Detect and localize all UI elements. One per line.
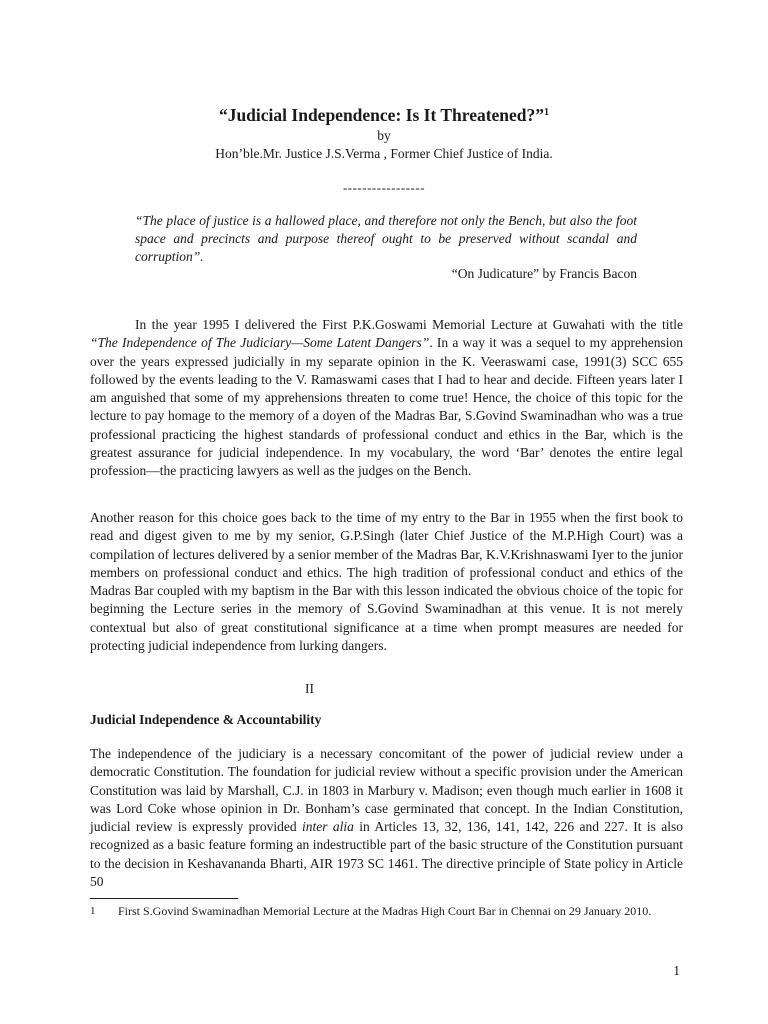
title-footnote-mark[interactable]: 1 [544,107,550,118]
paragraph-3-text-b: in Articles 13, 32, 136, 141, 142, 226 and 227. It is also recognized as a basic feature forming an indestructible part of the basic structure of the Constitution pursuant to the decision in Keshavananda Bharti, AIR 1973 SC 1461. The directive principle of State policy in Article 50 [90,819,684,889]
epigraph-attribution: “On Judicature” by Francis Bacon [451,266,637,281]
header-divider: ----------------- [342,180,426,195]
paragraph-2: Another reason for this choice goes back to the time of my entry to the Bar in 1955 when the first book to read and digest given to me by my senior, G.P.Singh (later Chief Justice of the M.P.High Court) was a compilation of lectures delivered by a senior member of the Madras Bar, K.V.Krishnaswami Iyer to the junior members on professional conduct and ethics. The high tradition of professional conduct and ethics of the Madras Bar coupled with my baptism in the Bar with this lesson indicated the obvious choice of the topic for beginning the Lecture series in the memory of S.Govind Swaminadhan at this venue. It is not merely contextual but also of great constitutional significance at a time when prompt measures are needed for protecting judicial independence from lurking dangers. [90,510,683,653]
paragraph-1 [90,316,683,480]
paragraph-3 [90,745,683,891]
byline-by: by [377,128,391,143]
title-text: “Judicial Independence: Is It Threatened?” [218,105,545,125]
paragraph-3-text-a: The independence of the judiciary is a necessary concomitant of the power of judicial review under a democratic Constitution. The foundation for judicial review without a specific provision under the American Constitution was laid by Marshall, C.J. in 1803 in Marbury v. Madison; even though much earlier in 1608 it was Lord Coke whose opinion in Dr. Bonham’s case germinated that concept. In the Indian Constitution, judicial review is expressly provided [90,746,683,834]
paragraph-1-text-b: . In a way it was a sequel to my apprehension over the years expressed judicially in my separate opinion in the K. Veeraswami case, 1991(3) SCC 655 followed by the events leading to the V. Ramaswami cases that I had to hear and decide. Fifteen years later I am anguished that some of my apprehensions threaten to come true! Hence, the choice of this topic for the lecture to pay homage to the memory of a doyen of the Madras Bar, S.Govind Swaminadhan who was a true professional practicing the highest standards of professional conduct and ethics in the Bar, which is the greatest assurance for judicial independence. In my vocabulary, the word ‘Bar’ denotes the entire legal profession—the practicing lawyers as well as the judges on the Bench. [90,335,684,478]
document-title [0,104,768,126]
footnote-mark: 1 [90,905,96,917]
section-number: II [305,681,314,696]
lecture-title-italic: “The Independence of The Judiciary—Some Latent Dangers” [90,335,430,351]
author-line: Hon’ble.Mr. Justice J.S.Verma , Former Chief Justice of India. [215,146,553,161]
footnote-text: First S.Govind Swaminadhan Memorial Lecture at the Madras High Court Bar in Chennai on 29 January 2010. [118,904,652,918]
page-number: 1 [673,963,680,978]
epigraph-quote: “The place of justice is a hallowed place, and therefore not only the Bench, but also the foot space and precincts and purpose thereof ought to be preserved without scandal and corruption”. [135,213,637,264]
paragraph-1-text-a: In the year 1995 I delivered the First P.K.Goswami Memorial Lecture at Guwahati with the title [135,317,683,332]
footnote [90,903,683,920]
section-heading: Judicial Independence & Accountability [90,712,322,727]
footnote-separator [90,898,238,899]
inter-alia-italic: inter alia [302,819,354,834]
